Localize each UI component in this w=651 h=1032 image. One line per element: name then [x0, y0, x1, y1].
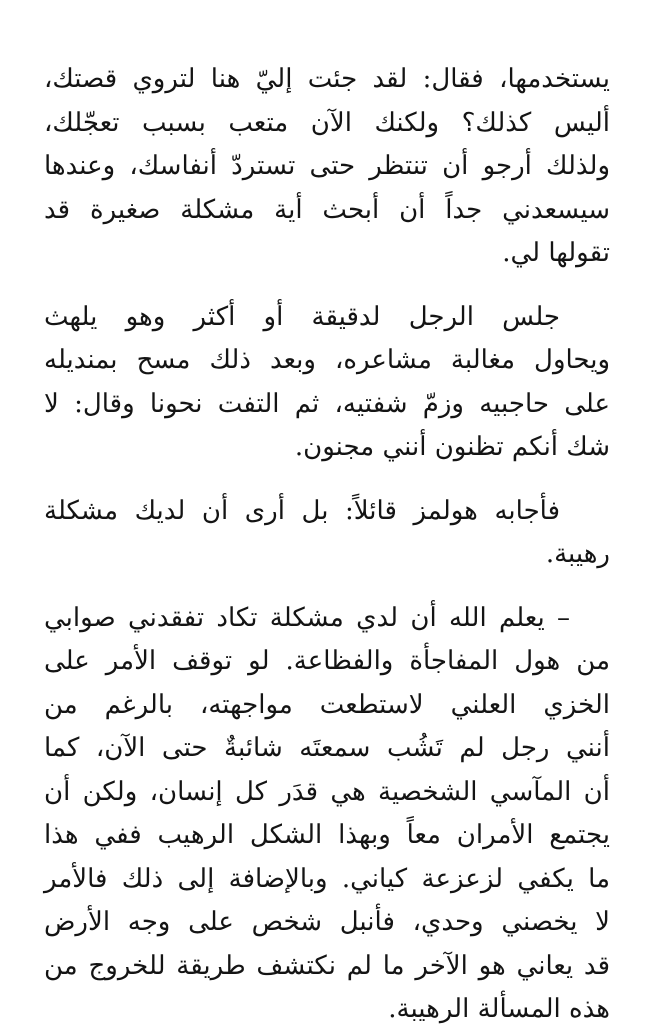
text-line: سيسعدني جداً أن أبحث أية مشكلة صغيرة قد [44, 194, 610, 225]
text-line: فأجابه هولمز قائلاً: بل أرى أن لديك مشكلة [44, 495, 560, 526]
text-line: من هول المفاجأة والفظاعة. لو توقف الأمر على [44, 646, 610, 676]
text-line: رهيبة. [545, 539, 610, 569]
paragraph-3 [44, 490, 610, 577]
text-line: يستخدمها، فقال: لقد جئت إليّ هنا لتروي قصتك، [44, 64, 610, 94]
text-line: الخزي العلني لاستطعت مواجهته، بالرغم من [44, 689, 610, 720]
paragraph-4 [44, 597, 610, 1032]
paragraph-2 [44, 296, 610, 470]
book-page [44, 58, 610, 1032]
text-line: على حاجبيه وزمّ شفتيه، ثم التفت نحونا وقال: لا [44, 388, 610, 419]
text-line: ما يكفي لزعزعة كياني. وبالإضافة إلى ذلك فالأمر [44, 863, 610, 894]
paragraph-spacer [44, 276, 610, 296]
text-line: لا يخصني وحدي، فأنبل شخص على وجه الأرض [44, 907, 610, 937]
text-line: شك أنكم تظنون أنني مجنون. [294, 432, 610, 462]
paragraph-spacer [44, 577, 610, 597]
text-line: قد يعاني هو الآخر ما لم نكتشف طريقة للخروج من [44, 950, 610, 981]
text-line: تقولها لي. [502, 238, 610, 268]
paragraph-1 [44, 58, 610, 276]
paragraph-spacer [44, 470, 610, 490]
text-line: يجتمع الأمران معاً وبهذا الشكل الرهيب ففي هذا [44, 820, 610, 850]
text-line: ويحاول مغالبة مشاعره، وبعد ذلك مسح بمنديله [44, 345, 610, 375]
text-line: – يعلم الله أن لدي مشكلة تكاد تفقدني صوابي [44, 602, 570, 633]
text-line: أنني رجل لم تَشُب سمعتَه شائبةٌ حتى الآن، كما [44, 733, 610, 763]
text-line: ولذلك أرجو أن تنتظر حتى تستردّ أنفاسك، وعندها [44, 151, 610, 181]
text-line: أليس كذلك؟ ولكنك الآن متعب بسبب تعجّلك، [44, 107, 610, 138]
text-line: هذه المسألة الرهيبة. [388, 994, 610, 1024]
text-line: أن المآسي الشخصية هي قدَر كل إنسان، ولكن أن [44, 776, 610, 807]
text-line: جلس الرجل لدقيقة أو أكثر وهو يلهث [44, 301, 560, 332]
